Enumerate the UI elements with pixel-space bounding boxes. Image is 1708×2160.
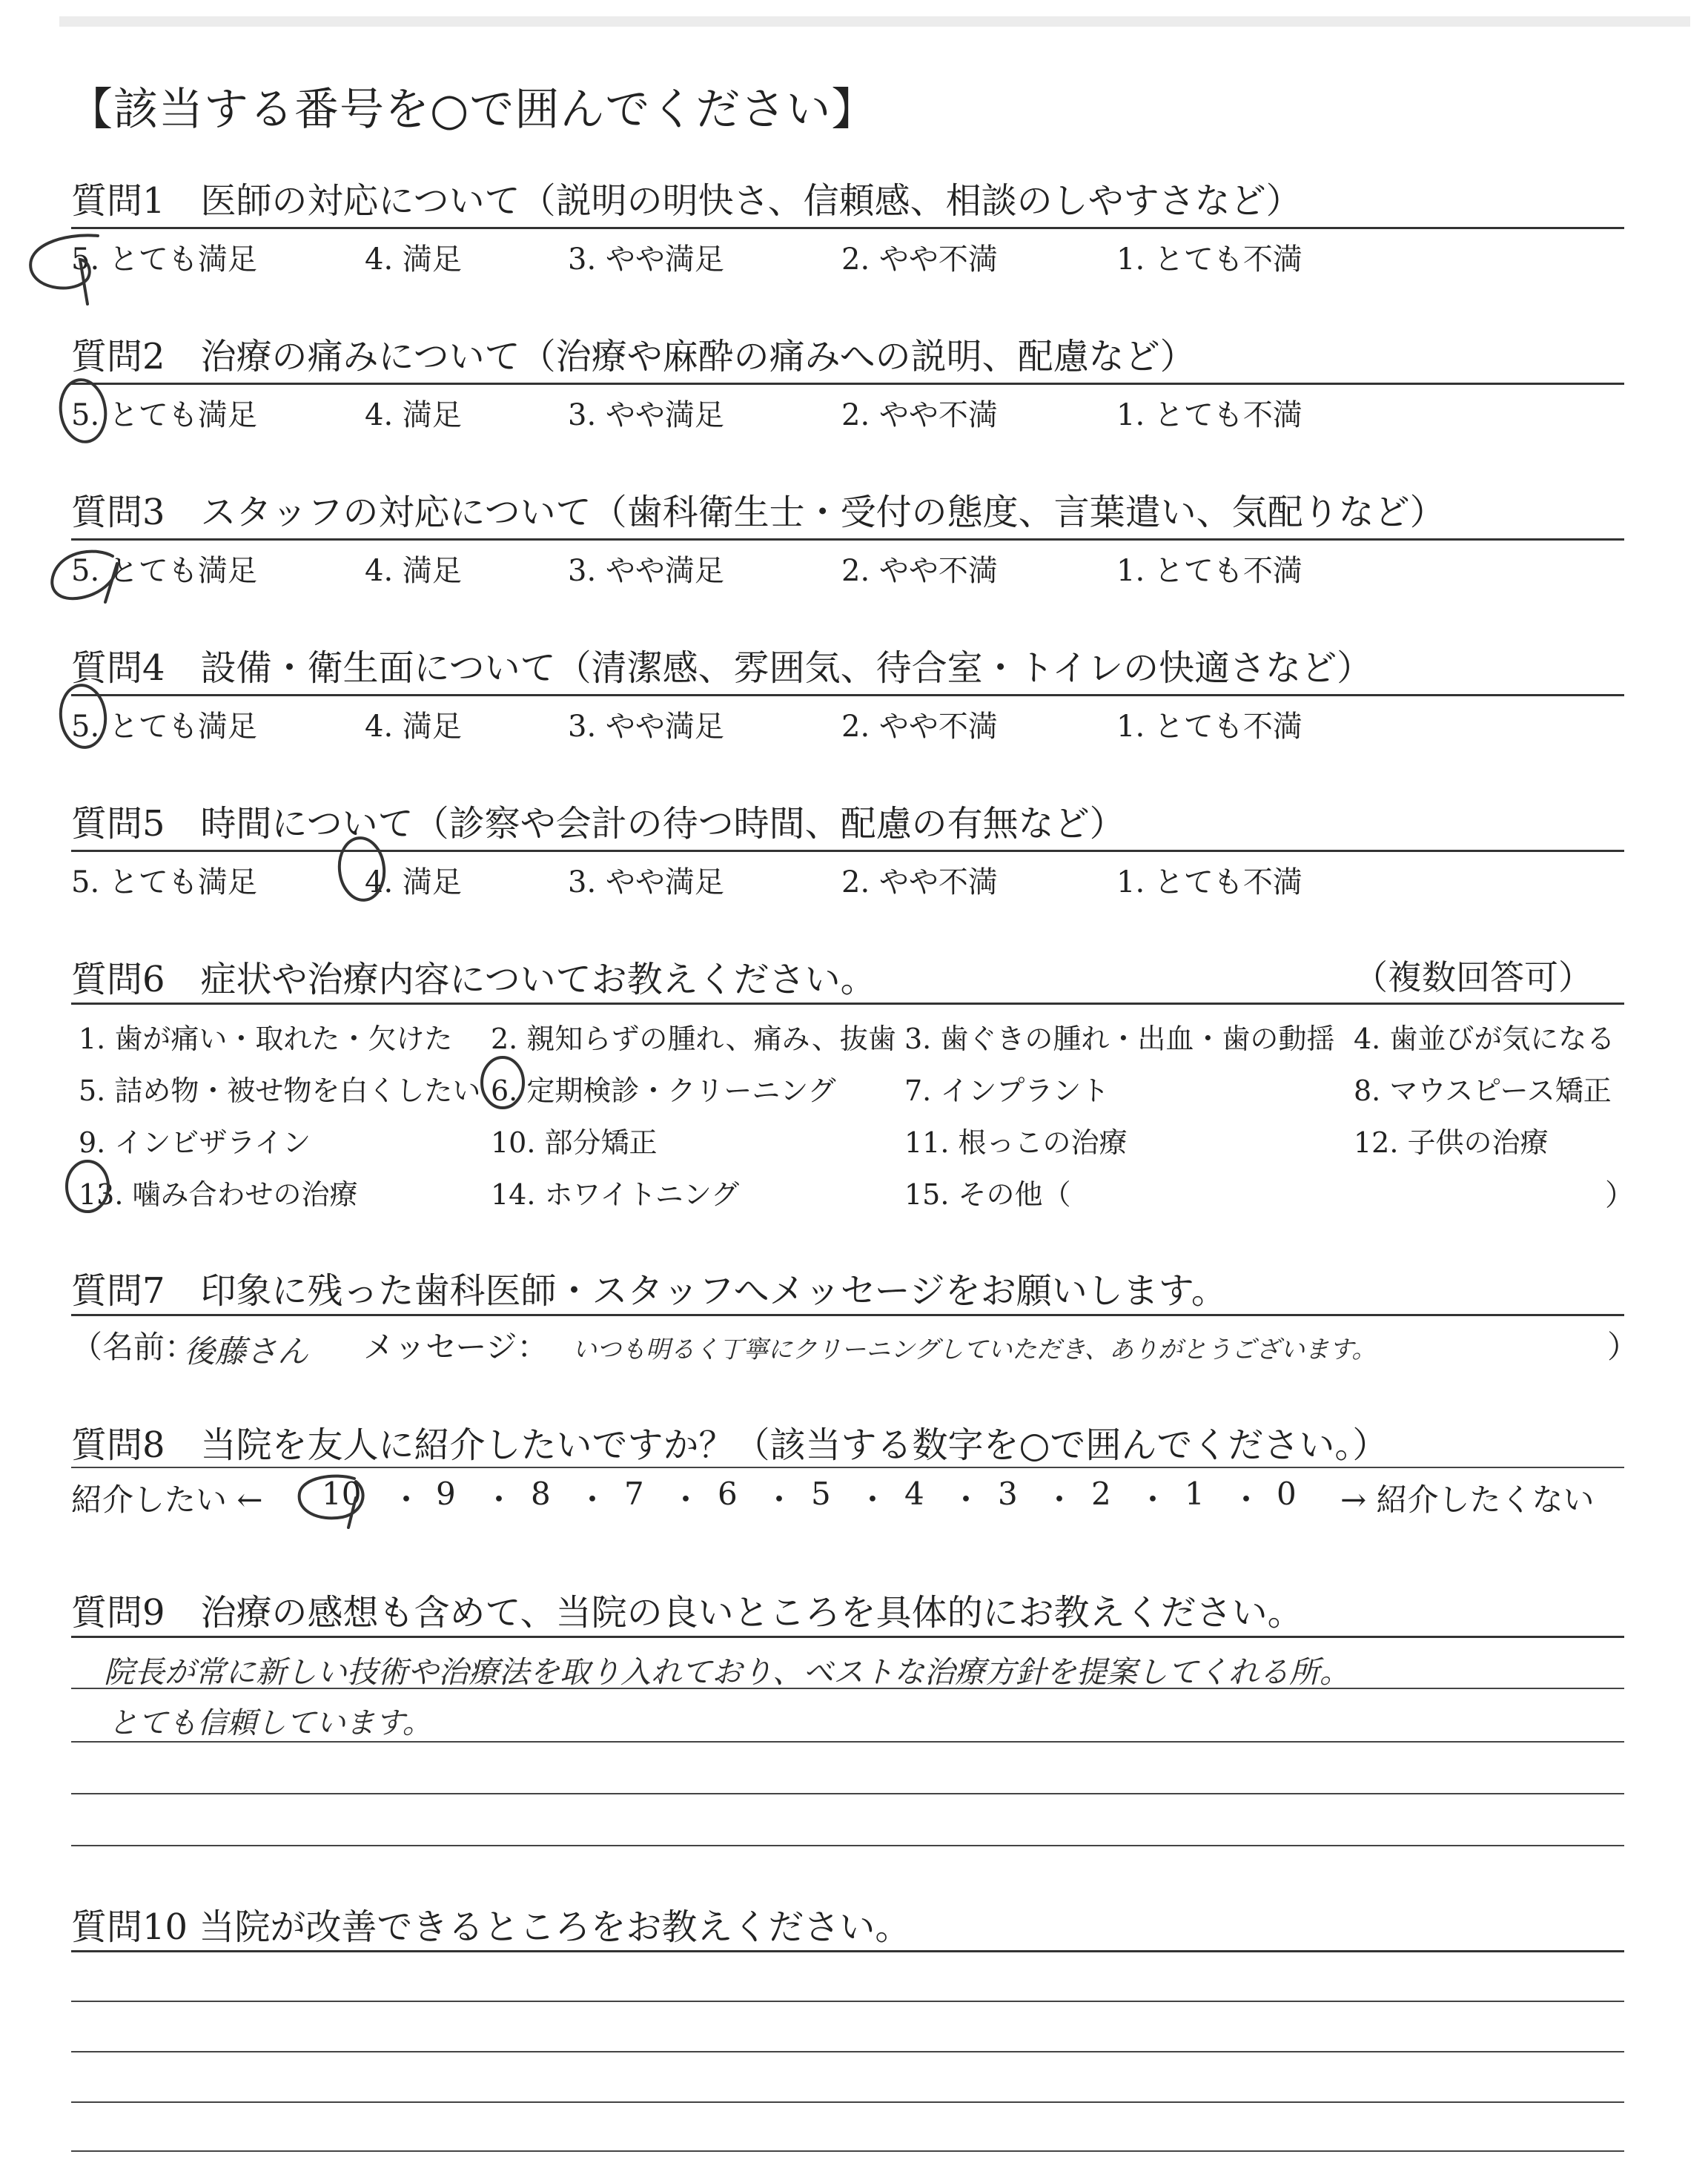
q1-option-5[interactable]: 5. とても満足 xyxy=(71,242,257,277)
question-5-title: 質問5 時間について（診察や会計の待つ時間、配慮の有無など） xyxy=(71,803,1125,845)
question-6-title: 質問6 症状や治療内容についてお教えください。 xyxy=(71,959,876,1000)
q2-option-3[interactable]: 3. やや満足 xyxy=(568,398,724,432)
question-5-rule xyxy=(71,850,1624,852)
message-label: メッセージ： xyxy=(363,1329,549,1365)
q2-option-4[interactable]: 4. 満足 xyxy=(365,398,462,432)
page-title: 【該当する番号を○で囲んでください】 xyxy=(68,84,877,136)
scale-sep: ・ xyxy=(1231,1482,1262,1518)
question-2-rule xyxy=(71,383,1624,385)
q9-answer-line-1[interactable]: 院長が常に新しい技術や治療法を取り入れており、ベストな治療方針を提案してくれる所。 xyxy=(104,1654,1350,1690)
q6-option-6[interactable]: 6. 定期検診・クリーニング xyxy=(491,1074,836,1107)
answer-line xyxy=(71,2051,1624,2052)
q5-option-2[interactable]: 2. やや不満 xyxy=(841,865,998,899)
q5-option-3[interactable]: 3. やや満足 xyxy=(568,865,724,899)
q4-option-5[interactable]: 5. とても満足 xyxy=(71,710,257,744)
question-6-rule xyxy=(71,1003,1624,1005)
message-close-paren: ） xyxy=(1607,1329,1639,1365)
question-2-title: 質問2 治療の痛みについて（治療や麻酔の痛みへの説明、配慮など） xyxy=(71,336,1196,377)
scale-sep: ・ xyxy=(857,1482,889,1518)
question-8-title: 質問8 当院を友人に紹介したいですか？（該当する数字を○で囲んでください。） xyxy=(71,1424,1388,1466)
q3-option-1[interactable]: 1. とても不満 xyxy=(1116,554,1302,588)
scale-sep: ・ xyxy=(391,1482,423,1518)
name-value[interactable]: 後藤さん xyxy=(184,1333,309,1370)
q6-other-close-paren: ） xyxy=(1605,1178,1635,1212)
question-1-title: 質問1 医師の対応について（説明の明快さ、信頼感、相談のしやすさなど） xyxy=(71,180,1302,222)
q3-option-5[interactable]: 5. とても満足 xyxy=(71,554,257,588)
q2-option-2[interactable]: 2. やや不満 xyxy=(841,398,998,432)
scale-sep: ・ xyxy=(1137,1482,1169,1518)
q3-option-4[interactable]: 4. 満足 xyxy=(365,554,462,588)
scale-sep: ・ xyxy=(764,1482,795,1518)
q2-option-1[interactable]: 1. とても不満 xyxy=(1116,398,1302,432)
scale-2[interactable]: 2 xyxy=(1091,1476,1111,1512)
q6-option-10[interactable]: 10. 部分矯正 xyxy=(491,1126,658,1159)
scale-sep: ・ xyxy=(1044,1482,1076,1518)
scale-6[interactable]: 6 xyxy=(718,1476,738,1512)
answer-line xyxy=(71,2101,1624,2103)
recommend-right-label: → 紹介したくない xyxy=(1340,1482,1595,1518)
answer-line xyxy=(71,1845,1624,1846)
recommend-left-label: 紹介したい ← xyxy=(71,1482,263,1518)
q6-option-7[interactable]: 7. インプラント xyxy=(904,1074,1110,1107)
q1-option-1[interactable]: 1. とても不満 xyxy=(1116,242,1302,277)
q4-option-2[interactable]: 2. やや不満 xyxy=(841,710,998,744)
q6-option-8[interactable]: 8. マウスピース矯正 xyxy=(1354,1074,1612,1107)
q3-option-2[interactable]: 2. やや不満 xyxy=(841,554,998,588)
q6-option-5[interactable]: 5. 詰め物・被せ物を白くしたい xyxy=(79,1074,481,1107)
scale-8[interactable]: 8 xyxy=(531,1476,551,1512)
q1-option-4[interactable]: 4. 満足 xyxy=(365,242,462,277)
scale-5[interactable]: 5 xyxy=(811,1476,831,1512)
q5-option-5[interactable]: 5. とても満足 xyxy=(71,865,257,899)
scale-sep: ・ xyxy=(577,1482,609,1518)
q6-option-11[interactable]: 11. 根っこの治療 xyxy=(904,1126,1128,1159)
scale-0[interactable]: 0 xyxy=(1277,1476,1297,1512)
scale-sep: ・ xyxy=(483,1482,515,1518)
q6-option-13[interactable]: 13. 噛み合わせの治療 xyxy=(79,1178,358,1211)
q6-option-4[interactable]: 4. 歯並びが気になる xyxy=(1354,1023,1615,1055)
q1-option-3[interactable]: 3. やや満足 xyxy=(568,242,724,277)
answer-line xyxy=(71,1741,1624,1743)
question-4-rule xyxy=(71,694,1624,696)
scale-10[interactable]: 10 xyxy=(322,1476,362,1512)
question-7-rule xyxy=(71,1314,1624,1316)
q6-option-9[interactable]: 9. インビザライン xyxy=(79,1126,311,1159)
answer-line xyxy=(71,1636,1624,1638)
name-label: （名前： xyxy=(71,1329,196,1365)
q3-option-3[interactable]: 3. やや満足 xyxy=(568,554,724,588)
q5-option-4[interactable]: 4. 満足 xyxy=(365,865,462,899)
scale-4[interactable]: 4 xyxy=(904,1476,924,1512)
scale-sep: ・ xyxy=(670,1482,702,1518)
question-7-title: 質問7 印象に残った歯科医師・スタッフへメッセージをお願いします。 xyxy=(71,1270,1227,1312)
answer-line xyxy=(71,1793,1624,1794)
question-1-rule xyxy=(71,227,1624,229)
answer-line xyxy=(71,2150,1624,2152)
q9-answer-line-2[interactable]: とても信頼しています。 xyxy=(108,1706,432,1740)
scale-7[interactable]: 7 xyxy=(624,1476,644,1512)
scale-3[interactable]: 3 xyxy=(998,1476,1018,1512)
question-8-rule xyxy=(71,1467,1624,1468)
answer-line xyxy=(71,1950,1624,1952)
q5-option-1[interactable]: 1. とても不満 xyxy=(1116,865,1302,899)
question-4-title: 質問4 設備・衛生面について（清潔感、雰囲気、待合室・トイレの快適さなど） xyxy=(71,647,1373,689)
q4-option-1[interactable]: 1. とても不満 xyxy=(1116,710,1302,744)
answer-line xyxy=(71,2001,1624,2002)
message-value[interactable]: いつも明るく丁寧にクリーニングしていただき、ありがとうございます。 xyxy=(572,1335,1377,1364)
q1-option-2[interactable]: 2. やや不満 xyxy=(841,242,998,277)
q6-option-12[interactable]: 12. 子供の治療 xyxy=(1354,1126,1549,1159)
scan-top-edge xyxy=(59,16,1690,27)
question-10-title: 質問10 当院が改善できるところをお教えください。 xyxy=(71,1906,911,1948)
multiple-answers-note: （複数回答可） xyxy=(1354,957,1592,997)
scale-1[interactable]: 1 xyxy=(1185,1476,1205,1512)
scale-sep: ・ xyxy=(950,1482,982,1518)
answer-line xyxy=(71,1688,1624,1689)
q6-option-1[interactable]: 1. 歯が痛い・取れた・欠けた xyxy=(79,1023,453,1055)
question-9-title: 質問9 治療の感想も含めて、当院の良いところを具体的にお教えください。 xyxy=(71,1592,1303,1634)
q2-option-5[interactable]: 5. とても満足 xyxy=(71,398,257,432)
question-3-rule xyxy=(71,538,1624,541)
q6-option-3[interactable]: 3. 歯ぐきの腫れ・出血・歯の動揺 xyxy=(904,1023,1335,1055)
question-3-title: 質問3 スタッフの対応について（歯科衛生士・受付の態度、言葉遣い、気配りなど） xyxy=(71,492,1446,533)
q6-option-2[interactable]: 2. 親知らずの腫れ、痛み、抜歯 xyxy=(491,1023,896,1055)
q6-option-15[interactable]: 15. その他（ xyxy=(904,1178,1071,1211)
q4-option-4[interactable]: 4. 満足 xyxy=(365,710,462,744)
q6-option-14[interactable]: 14. ホワイトニング xyxy=(491,1178,740,1211)
scale-9[interactable]: 9 xyxy=(436,1476,456,1512)
q4-option-3[interactable]: 3. やや満足 xyxy=(568,710,724,744)
